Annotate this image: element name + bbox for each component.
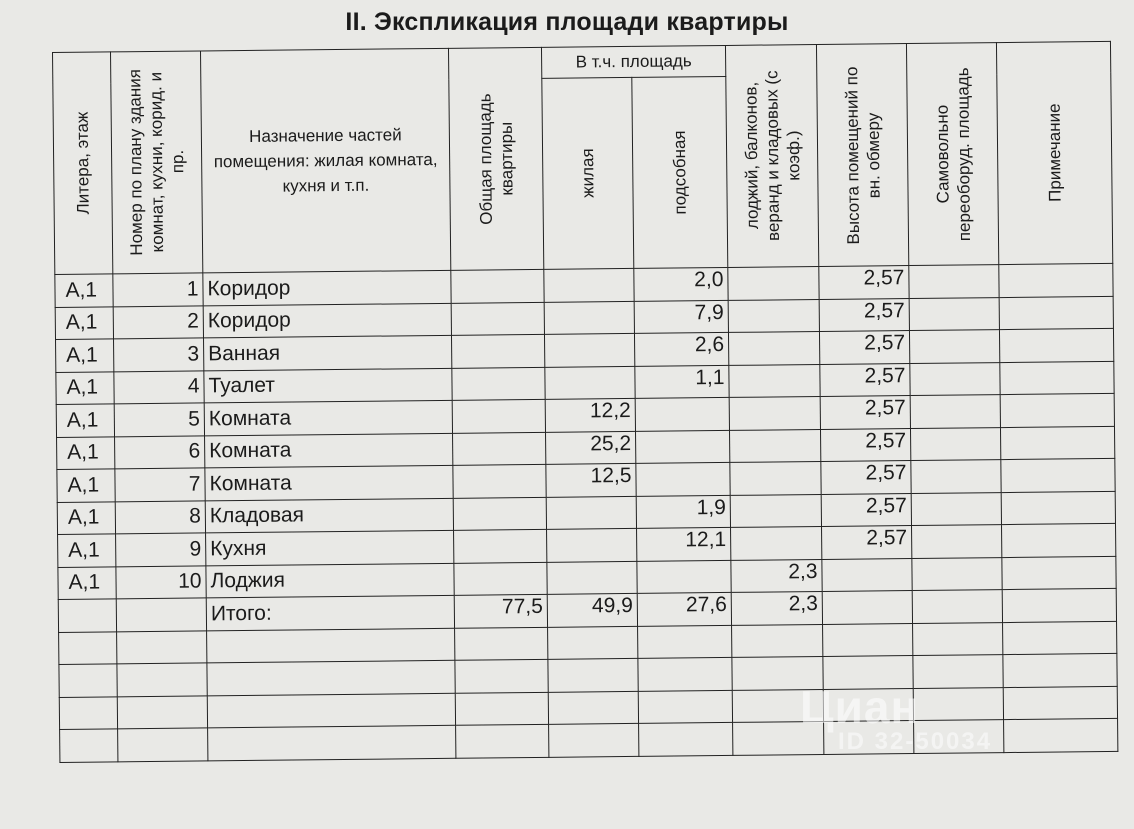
cell-zhilaya	[544, 333, 634, 366]
cell-primechanie	[1000, 361, 1114, 395]
cell-vysota: 2,57	[819, 266, 909, 299]
header-v-tch: В т.ч. площадь	[541, 45, 725, 78]
cell-samovolno	[911, 460, 1001, 493]
cell-lodzhiy	[731, 526, 822, 559]
cell-zhilaya	[544, 301, 634, 334]
cell-podsobnaya: 2,6	[634, 332, 728, 365]
cell-name: Туалет	[204, 368, 452, 403]
cell-samovolno	[911, 427, 1001, 460]
cell-nomer: 1	[113, 273, 203, 306]
cell-lodzhiy: 2,3	[731, 559, 822, 592]
cell-nomer: 4	[114, 370, 204, 403]
header-naznachenie: Назначение частей помещения: жилая комната, кухня и т.п.	[200, 48, 450, 273]
cell-obshaya	[453, 464, 546, 497]
cell-lodzhiy	[728, 331, 819, 364]
cell-name: Кухня	[206, 530, 454, 565]
cell-primechanie	[1001, 458, 1115, 492]
cell-litera: А,1	[58, 566, 116, 599]
header-primechanie: Примечание	[996, 41, 1112, 264]
cell-podsobnaya: 1,9	[636, 495, 730, 528]
cell-obshaya	[451, 334, 544, 367]
cell-vysota: 2,57	[821, 493, 911, 526]
cell-obshaya	[454, 562, 547, 595]
cell-vysota: 2,57	[819, 298, 909, 331]
cell-vysota: 2,57	[819, 331, 909, 364]
header-zhilaya: жилая	[542, 77, 634, 269]
cell-obshaya	[452, 367, 545, 400]
cell-primechanie	[1001, 491, 1115, 525]
cell-lodzhiy	[729, 396, 820, 429]
cell-obshaya	[452, 399, 545, 432]
cell-primechanie	[1000, 393, 1114, 427]
cell-litera: А,1	[57, 436, 115, 469]
cell-primechanie	[1002, 523, 1116, 557]
cell-podsobnaya: 12,1	[637, 527, 731, 560]
cell-primechanie	[999, 263, 1113, 297]
cell-litera	[58, 599, 116, 632]
explication-sheet	[52, 41, 1118, 774]
cell-litera: А,1	[55, 274, 113, 307]
cell-primechanie	[1002, 556, 1116, 590]
header-obshaya: Общая площадь квартиры	[448, 47, 543, 270]
header-lodzhiy: лоджий, балконов, веранд и кладовых (с коэф.)	[725, 44, 818, 267]
cell-vysota: 2,57	[822, 526, 912, 559]
cell-litera: А,1	[57, 469, 115, 502]
cell-lodzhiy	[728, 299, 819, 332]
cell-obshaya	[451, 302, 544, 335]
cell-podsobnaya	[635, 397, 729, 430]
cell-podsobnaya	[635, 430, 729, 463]
cell-nomer: 5	[114, 403, 204, 436]
cell-lodzhiy	[728, 266, 819, 299]
cell-nomer	[116, 598, 206, 631]
cell-name: Комната	[205, 433, 453, 468]
cell-nomer: 8	[115, 500, 205, 533]
cell-lodzhiy	[729, 364, 820, 397]
total-label: Итого:	[206, 595, 454, 630]
cell-litera: А,1	[55, 306, 113, 339]
header-samovolno: Самовольно переоборуд. площадь	[906, 43, 998, 266]
header-litera: Литера, этаж	[53, 52, 113, 275]
cell-zhilaya: 12,2	[545, 398, 635, 431]
cell-primechanie	[1002, 588, 1116, 622]
total-zhilaya: 49,9	[547, 593, 637, 626]
cell-nomer: 10	[116, 565, 206, 598]
header-nomer: Номер по плану здания комнат, кухни, корид. и пр.	[111, 51, 203, 274]
cell-vysota: 2,57	[821, 428, 911, 461]
cell-obshaya	[453, 497, 546, 530]
cell-name: Комната	[205, 465, 453, 500]
cell-zhilaya	[544, 268, 634, 301]
total-podsobnaya: 27,6	[637, 592, 731, 625]
header-vysota: Высота помещений по вн. обмеру	[816, 44, 908, 267]
cell-name: Кладовая	[205, 498, 453, 533]
watermark-logo: Циан	[800, 681, 920, 733]
cell-podsobnaya	[636, 462, 730, 495]
cell-zhilaya	[547, 561, 637, 594]
cell-litera: А,1	[56, 404, 114, 437]
watermark-id: ID 32-50034	[838, 728, 993, 755]
cell-zhilaya: 25,2	[546, 431, 636, 464]
cell-litera: А,1	[58, 534, 116, 567]
total-lodzhiy: 2,3	[731, 591, 822, 624]
cell-samovolno	[909, 297, 999, 330]
cell-litera: А,1	[57, 501, 115, 534]
cell-zhilaya	[546, 496, 636, 529]
cell-nomer: 3	[114, 338, 204, 371]
cell-name: Коридор	[203, 270, 451, 305]
cell-primechanie	[999, 296, 1113, 330]
cell-nomer: 2	[113, 305, 203, 338]
cell-name: Комната	[204, 400, 452, 435]
cell-lodzhiy	[730, 494, 821, 527]
cell-nomer: 7	[115, 468, 205, 501]
cell-podsobnaya	[637, 560, 731, 593]
cell-vysota: 2,57	[820, 396, 910, 429]
cell-obshaya	[451, 269, 544, 302]
cell-obshaya	[454, 529, 547, 562]
cell-lodzhiy	[730, 429, 821, 462]
document-title: II. Экспликация площади квартиры	[345, 8, 789, 36]
cell-vysota: 2,57	[820, 363, 910, 396]
cell-lodzhiy	[730, 461, 821, 494]
cell-samovolno	[911, 492, 1001, 525]
cell-samovolno	[912, 590, 1002, 623]
cell-samovolno	[909, 265, 999, 298]
cell-zhilaya	[547, 528, 637, 561]
cell-obshaya	[453, 432, 546, 465]
total-obshaya: 77,5	[454, 594, 547, 627]
cell-primechanie	[1000, 426, 1114, 460]
cell-samovolno	[910, 395, 1000, 428]
cell-vysota	[822, 591, 912, 624]
cell-name: Лоджия	[206, 563, 454, 598]
cell-vysota	[822, 558, 912, 591]
explication-table	[52, 41, 1118, 763]
cell-samovolno	[909, 330, 999, 363]
cell-litera: А,1	[56, 371, 114, 404]
cell-name: Ванная	[204, 335, 452, 370]
cell-samovolno	[912, 557, 1002, 590]
cell-zhilaya	[545, 366, 635, 399]
cell-primechanie	[999, 328, 1113, 362]
cell-name: Коридор	[203, 303, 451, 338]
header-podsobnaya: подсобная	[632, 76, 728, 268]
cell-samovolno	[912, 525, 1002, 558]
cell-litera: А,1	[56, 339, 114, 372]
cell-vysota: 2,57	[821, 461, 911, 494]
cell-nomer: 6	[115, 435, 205, 468]
cell-zhilaya: 12,5	[546, 463, 636, 496]
cell-podsobnaya: 1,1	[635, 365, 729, 398]
cell-podsobnaya: 7,9	[634, 300, 728, 333]
cell-podsobnaya: 2,0	[634, 267, 728, 300]
cell-nomer: 9	[116, 533, 206, 566]
cell-samovolno	[910, 362, 1000, 395]
